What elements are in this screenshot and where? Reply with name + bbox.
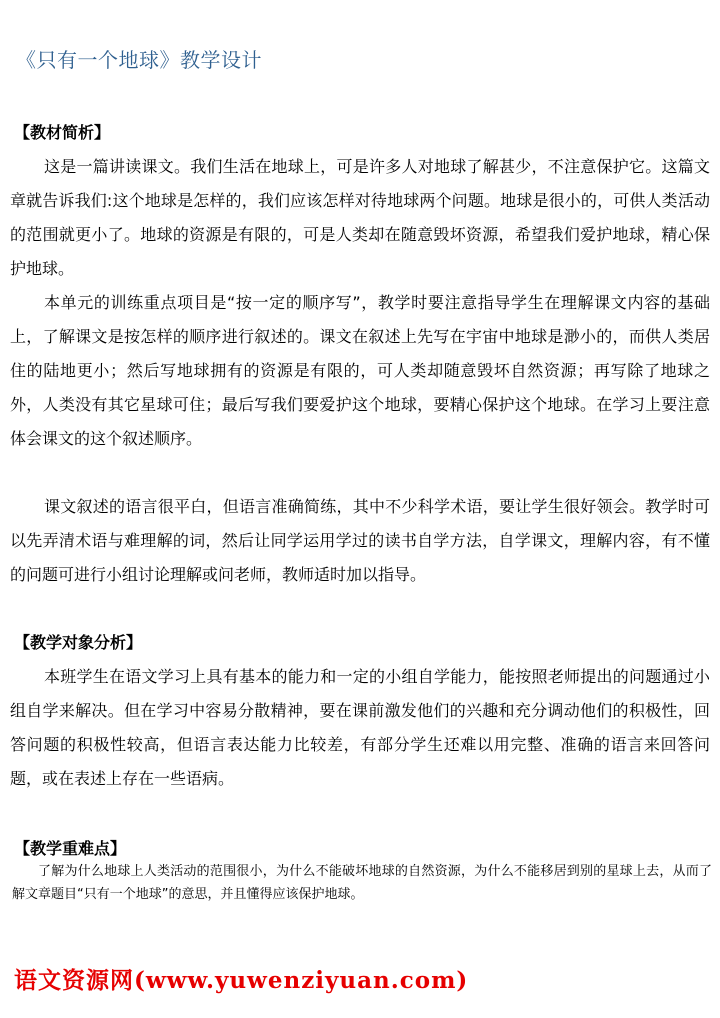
paragraph-student-1: 本班学生在语文学习上具有基本的能力和一定的小组自学能力，能按照老师提出的问题通过小组自学来解决。但在学习中容易分散精神，要在课前激发他们的兴趣和充分调动他们的积极性，回答问题的积极性较高，但语言表达能力比较差，有部分学生还难以用完整、准确的语言来回答问题，或在表述上存在一些语病。 [10, 667, 710, 788]
section-heading-key-points: 【教学重难点】 [14, 839, 127, 858]
paragraph-textbook-3: 课文叙述的语言很平白，但语言准确简练，其中不少科学术语，要让学生很好领会。教学时可以先弄清术语与难理解的词，然后让同学运用学过的读书自学方法，自学课文，理解内容，有不懂的问题可进行小组讨论理解或问老师，教师适时加以指导。 [10, 497, 710, 584]
paragraph-textbook-2: 本单元的训练重点项目是“按一定的顺序写”，教学时要注意指导学生在理解课文内容的基础上，了解课文是按怎样的顺序进行叙述的。课文在叙述上先写在宇宙中地球是渺小的，而供人类居住的陆地更小；然后写地球拥有的资源是有限的，可人类却随意毁坏自然资源；再写除了地球之外，人类没有其它星球可住；最后写我们要爱护这个地球，要精心保护这个地球。在学习上要注意体会课文的这个叙述顺序。 [10, 293, 710, 448]
footer-watermark: 语文资源网(www.yuwenziyuan.com) [14, 967, 469, 994]
paragraph-textbook-1: 这是一篇讲读课文。我们生活在地球上，可是许多人对地球了解甚少，不注意保护它。这篇文章就告诉我们:这个地球是怎样的，我们应该怎样对待地球两个问题。地球是很小的，可供人类活动的范围就更小了。地球的资源是有限的，可是人类却在随意毁坏资源，希望我们爱护地球，精心保护地球。 [10, 157, 710, 278]
document-title: 《只有一个地球》教学设计 [16, 48, 262, 72]
section-heading-student-analysis: 【教学对象分析】 [14, 633, 143, 652]
paragraph-key-points-1: 了解为什么地球上人类活动的范围很小，为什么不能破坏地球的自然资源，为什么不能移居到别的星球上去，从而了解文章题目“只有一个地球”的意思，并且懂得应该保护地球。 [12, 864, 712, 902]
section-heading-textbook-analysis: 【教材简析】 [14, 123, 111, 142]
